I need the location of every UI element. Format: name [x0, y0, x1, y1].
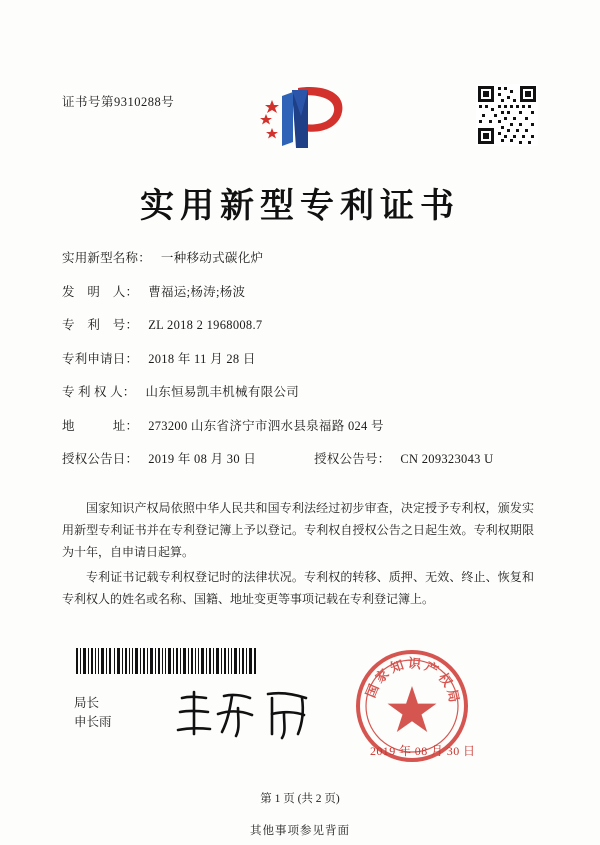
grant-number-label: 授权公告号： — [314, 452, 391, 466]
certificate-fields — [62, 248, 538, 483]
grant-date-label: 授权公告日： — [62, 452, 139, 466]
director-name: 申长雨 — [74, 715, 112, 730]
qr-code — [476, 84, 538, 146]
field-label: 实用新型名称： — [62, 251, 151, 265]
paragraph-grant-statement: 国家知识产权局依照中华人民共和国专利法经过初步审查，决定授予专利权，颁发实用新型专利证书并在专利登记簿上予以登记。专利权自授权公告之日起生效。专利权期限为十年，自申请日起算。 — [62, 501, 534, 560]
field-value: 山东恒易凯丰机械有限公司 — [145, 385, 300, 399]
handwritten-signature — [172, 686, 322, 742]
field-value: 一种移动式碳化炉 — [160, 251, 264, 265]
director-signature-block — [74, 694, 112, 733]
cnipa-logo-icon — [252, 82, 348, 154]
legal-text — [62, 497, 534, 612]
field-value: 273200 山东省济宁市泗水县泉福路 024 号 — [148, 418, 384, 433]
paragraph-register-statement: 专利证书记载专利权登记时的法律状况。专利权的转移、质押、无效、终止、恢复和专利权人的姓名或名称、国籍、地址变更等事项记载在专利登记簿上。 — [62, 569, 534, 606]
svg-text:国家知识产权局: 国家知识产权局 — [363, 656, 462, 707]
page-number: 第 1 页 (共 2 页) — [260, 793, 340, 805]
footer-note: 其他事项参见背面 — [250, 825, 350, 837]
field-row-application-date — [62, 349, 538, 367]
field-row-grant-announcement — [62, 449, 538, 467]
barcode — [76, 648, 258, 674]
field-row-address — [62, 416, 538, 434]
field-value: 2018 年 11 月 28 日 — [148, 351, 256, 366]
field-row-utility-model-name — [62, 248, 538, 266]
field-row-inventors — [62, 282, 538, 300]
field-label: 地 址： — [62, 418, 139, 433]
field-label: 专利申请日： — [62, 351, 139, 366]
field-row-patentee — [62, 382, 538, 400]
field-label: 专 利 权 人： — [62, 385, 136, 399]
field-label: 发 明 人： — [62, 284, 139, 299]
page-title: 实用新型专利证书 — [140, 186, 460, 226]
field-row-patent-number — [62, 315, 538, 333]
certificate-number: 证书号第9310288号 — [62, 95, 175, 109]
field-value: 曹福运;杨涛;杨波 — [148, 284, 246, 299]
field-label: 专 利 号： — [62, 318, 139, 332]
director-title: 局长 — [74, 696, 100, 710]
field-value: ZL 2018 2 1968008.7 — [148, 318, 263, 332]
seal-date: 2019 年 08 月 30 日 — [370, 744, 476, 758]
grant-number-group — [314, 449, 493, 467]
grant-date-value: 2019 年 08 月 30 日 — [148, 452, 257, 466]
grant-number-value: CN 209323043 U — [400, 452, 494, 466]
